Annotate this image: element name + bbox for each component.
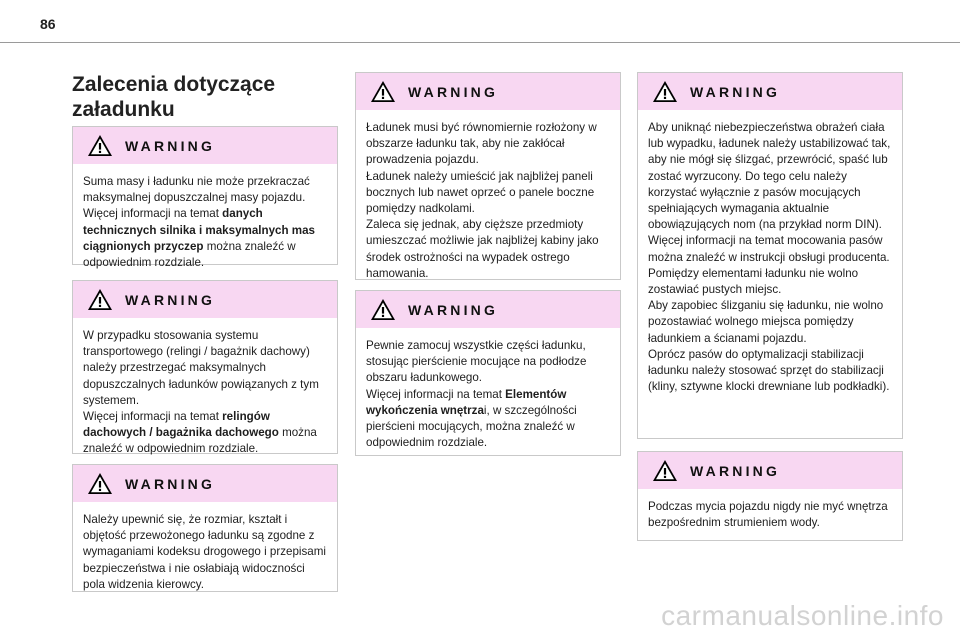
- warning-triangle-icon: [370, 298, 396, 321]
- warning-paragraph: Podczas mycia pojazdu nigdy nie myć wnętrza bezpośrednim strumieniem wody.: [648, 500, 888, 530]
- warning-paragraph: Ładunek należy umieścić jak najbliżej paneli bocznych lub nawet oprzeć o panele boczne pomiędzy nadkolami.: [366, 169, 595, 216]
- warning-text: [356, 110, 620, 282]
- warning-header: [356, 73, 620, 110]
- header-divider: [0, 42, 960, 43]
- warning-paragraph: Pomiędzy elementami ładunku nie wolno zostawiać pustych miejsc.: [648, 266, 859, 297]
- warning-header: [73, 127, 337, 164]
- section-title: Zalecenia dotyczące załadunku: [72, 73, 276, 121]
- warning-paragraph: Aby zapobiec ślizganiu się ładunku, nie wolno pozostawiać wolnego miejsca pomiędzy ładunkiem a ścianami pojazdu.: [648, 299, 884, 345]
- warning-text: [73, 318, 337, 458]
- warning-label: WARNING: [125, 475, 216, 492]
- warning-header: [73, 281, 337, 318]
- warning-text: [638, 489, 902, 531]
- warning-label: WARNING: [408, 83, 499, 100]
- warning-paragraph: Więcej informacji na temat relingów dachowych / bagażnika dachowego można znaleźć w odpowiednim rozdziale.: [83, 410, 317, 456]
- warning-paragraph: Więcej informacji na temat Elementów wykończenia wnętrzai, w szczególności pierścieni mocujących, można znaleźć w odpowiednim rozdziale.: [366, 387, 577, 450]
- warning-triangle-icon: [87, 134, 113, 157]
- warning-triangle-icon: [370, 80, 396, 103]
- warning-label: WARNING: [408, 301, 499, 318]
- warning-paragraph: Więcej informacji na temat mocowania pasów można znaleźć w instrukcji obsługi producenta.: [648, 234, 890, 264]
- warning-paragraph: Zaleca się jednak, aby cięższe przedmioty umieszczać możliwie jak najbliżej kabiny jako środek ostrożności na wypadek ostrego hamowania.: [366, 218, 599, 280]
- warning-triangle-icon: [87, 472, 113, 495]
- warning-label: WARNING: [690, 462, 781, 479]
- warning-paragraph: Pewnie zamocuj wszystkie części ładunku, stosując pierścienie mocujące na podłodze obszaru ładunkowego.: [366, 339, 587, 385]
- warning-header: [638, 452, 902, 489]
- warning-header: [638, 73, 902, 110]
- warning-triangle-icon: [87, 288, 113, 311]
- warning-header: [73, 465, 337, 502]
- warning-box-roof-system: [72, 280, 338, 454]
- warning-box-washing: [637, 451, 903, 541]
- page-number: 86: [40, 16, 56, 32]
- warning-paragraph: Aby uniknąć niebezpieczeństwa obrażeń ciała lub wypadku, ładunek należy ustabilizować tak, aby nie mógł się ślizgać, przewrócić, spaść lub zostać wyrzucony. Do tego celu należy korzystać wyłącznie z pasów mocujących spełniających wymagania aktualnie obowiązujących nom (na przykład norm DIN).: [648, 121, 891, 232]
- warning-box-load-dimensions: [72, 464, 338, 592]
- warning-paragraph: Więcej informacji na temat danych technicznych silnika i maksymalnych mas ciągnionych przyczep można znaleźć w odpowiednim rozdziale.: [83, 207, 315, 270]
- warning-box-secure-load: [355, 290, 621, 456]
- warning-label: WARNING: [125, 291, 216, 308]
- warning-text: [73, 502, 337, 593]
- warning-text: [73, 164, 337, 271]
- warning-header: [356, 291, 620, 328]
- warning-text: [356, 328, 620, 451]
- warning-label: WARNING: [125, 137, 216, 154]
- watermark: carmanualsonline.info: [661, 600, 944, 631]
- warning-label: WARNING: [690, 83, 781, 100]
- warning-paragraph: Należy upewnić się, że rozmiar, kształt i objętość przewożonego ładunku są zgodne z wymaganiami kodeksu drogowego i przepisami bezpieczeństwa i nie osłabiają widoczności pola widzenia kierowcy.: [83, 513, 326, 591]
- warning-box-load-distribution: [355, 72, 621, 280]
- warning-text: [638, 110, 902, 395]
- warning-box-total-mass: [72, 126, 338, 270]
- warning-box-stabilize-load: [637, 72, 903, 439]
- warning-paragraph: Ładunek musi być równomiernie rozłożony w obszarze ładunku tak, aby nie zakłócał prowadzenia pojazdu.: [366, 121, 597, 167]
- warning-paragraph: W przypadku stosowania systemu transportowego (relingi / bagażnik dachowy) należy przestrzegać maksymalnych dopuszczalnych ładunków powiązanych z tym systemem.: [83, 329, 319, 407]
- warning-paragraph: Oprócz pasów do optymalizacji stabilizacji ładunku należy stosować sprzęt do stabilizacji (kliny, sztywne klocki drewniane lub podkładki).: [648, 347, 890, 394]
- warning-paragraph: Suma masy i ładunku nie może przekraczać maksymalnej dopuszczalnej masy pojazdu.: [83, 175, 310, 205]
- warning-triangle-icon: [652, 459, 678, 482]
- warning-triangle-icon: [652, 80, 678, 103]
